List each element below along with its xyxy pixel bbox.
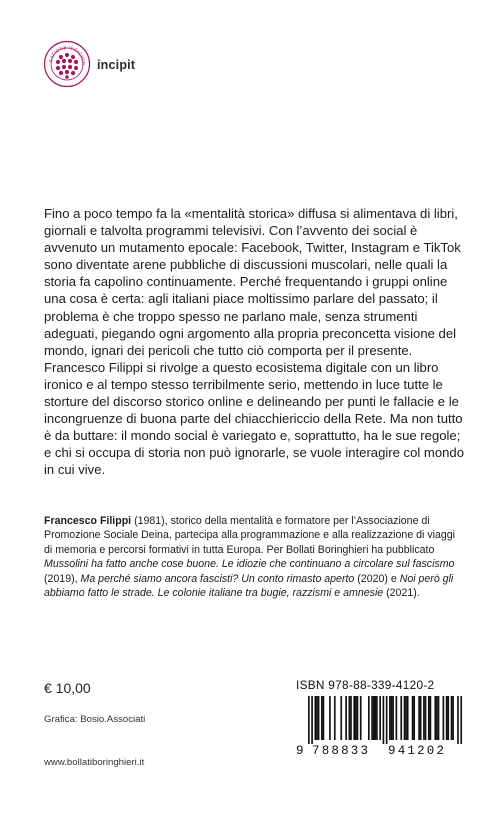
barcode-bar [451, 696, 453, 740]
isbn: ISBN 978-88-339-4120-2 [296, 678, 435, 692]
barcode-bar [340, 696, 342, 740]
barcode-bar [355, 696, 357, 740]
barcode-bar [436, 696, 438, 740]
barcode-bar [311, 696, 313, 744]
ean-first-digit: 9 [296, 744, 304, 758]
barcode-bar [353, 696, 355, 740]
graphics-credit: Grafica: Bosio.Associati [44, 714, 146, 725]
barcode-bar [460, 696, 462, 744]
barcode-bar [423, 696, 425, 740]
barcode-bar [447, 696, 449, 740]
bio-text: (2020) e [354, 572, 400, 585]
barcode-bar [430, 696, 432, 740]
barcode [296, 696, 464, 744]
barcode-bar [400, 696, 402, 740]
barcode-bar [428, 696, 430, 740]
author-name: Francesco Filippi [44, 515, 132, 527]
ean-left-group: 788833 [312, 744, 371, 758]
barcode-bar [391, 696, 393, 740]
barcode-bar [392, 696, 394, 740]
bio-text: (1981), storico della mentalità e formatore per l’Associazione di Promozione Sociale Deina, partecipa alla programmazione e alla realizzazione di viaggi di memoria e percorsi formativi in tutta Europa. Per Bollati Boringhieri ha pubblicato [44, 515, 456, 556]
barcode-bar [396, 696, 398, 740]
barcode-bar [376, 696, 378, 740]
publisher-website[interactable]: www.bollatiboringhieri.it [44, 757, 145, 768]
barcode-bar [457, 696, 459, 744]
barcode-bar [407, 696, 409, 740]
series-name: incipit [97, 58, 136, 72]
svg-text:CESSATIONE IUDICIORUM: SATIONE IUDICIOR [48, 44, 87, 66]
barcode-bar [405, 696, 407, 740]
barcode-bar [360, 696, 362, 740]
barcode-bar [334, 696, 336, 740]
barcode-bar [438, 696, 440, 740]
barcode-bar [316, 696, 318, 740]
barcode-bar [386, 696, 388, 744]
book-title: Ma perché siamo ancora fascisti? Un conto rimasto aperto [80, 572, 355, 585]
barcode-bar [389, 696, 391, 740]
barcode-bar [404, 696, 406, 740]
barcode-bar [373, 696, 375, 740]
book-title: Noi però gli abbiamo fatto le strade. Le colonie italiane tra bugie, razzismi e amnesie [44, 572, 454, 600]
barcode-bar [420, 696, 422, 740]
barcode-bar [368, 696, 370, 740]
back-cover-blurb [44, 205, 464, 479]
barcode-bar [452, 696, 454, 740]
barcode-bar [345, 696, 347, 740]
barcode-bar [308, 696, 310, 744]
ean-digits [296, 744, 464, 760]
barcode-bar [434, 696, 436, 740]
bio-text: (2021). [383, 587, 420, 600]
barcode-bar [323, 696, 325, 740]
seal-icon [43, 40, 91, 88]
barcode-bar [350, 696, 352, 740]
barcode-bar [446, 696, 448, 740]
barcode-bar [374, 696, 376, 740]
blurb-paragraph-2: Francesco Filippi si rivolge a questo ecosistema digitale con un libro ironico e al tempo stesso terribilmente serio, mettendo in luce tutte le storture del discorso storico online e delineando per punti le fallacie e le incongruenze di buona parte del chiacchiericcio della Rete. Ma non tutto è da buttare: il mondo social è variegato e, soprattutto, ha le sue regole; e chi si occupa di storia non può ignorarle, se vuole interagire col mondo in cui vive. [44, 359, 464, 478]
barcode-bar [318, 696, 320, 740]
blurb-paragraph-1: Fino a poco tempo fa la «mentalità storica» diffusa si alimentava di libri, giornali e talvolta programmi televisivi. Con l’avvento dei social è avvenuto un mutamento epocale: Facebook, Twitter, Instagram e TikTok sono diventate arene pubbliche di discussioni muscolari, nelle quali la storia fa capolino continuamente. Perché frequentando i gruppi online una cosa è certa: agli italiani piace moltissimo parlare del passato; il problema è che troppo spesso ne parlano male, senza strumenti adeguati, piegando ogni argomento alla propria preconcetta visione del mondo, ignari dei pericoli che tutto ciò comporta per il presente. [44, 206, 461, 358]
barcode-bar [425, 696, 427, 740]
barcode-bar [443, 696, 445, 740]
price: € 10,00 [44, 680, 91, 696]
barcode-bar [314, 696, 316, 740]
barcode-bar [321, 696, 323, 740]
seal-stars [56, 53, 78, 79]
barcode-bar [357, 696, 359, 740]
barcode-bar [329, 696, 331, 740]
book-title: Mussolini ha fatto anche cose buone. Le idiozie che continuano a circolare sul fascismo [44, 558, 455, 571]
publisher-seal-logo [43, 40, 91, 88]
isbn-barcode-block [296, 678, 464, 760]
barcode-bar [379, 696, 381, 740]
barcode-bar [418, 696, 420, 740]
barcode-bar [383, 696, 385, 744]
author-bio [44, 514, 464, 600]
bio-text: (2019), [44, 572, 81, 585]
barcode-bar [371, 696, 373, 740]
ean-right-group: 941202 [388, 744, 447, 758]
barcode-bar [412, 696, 414, 740]
barcode-bar [413, 696, 415, 740]
barcode-bar [349, 696, 351, 740]
